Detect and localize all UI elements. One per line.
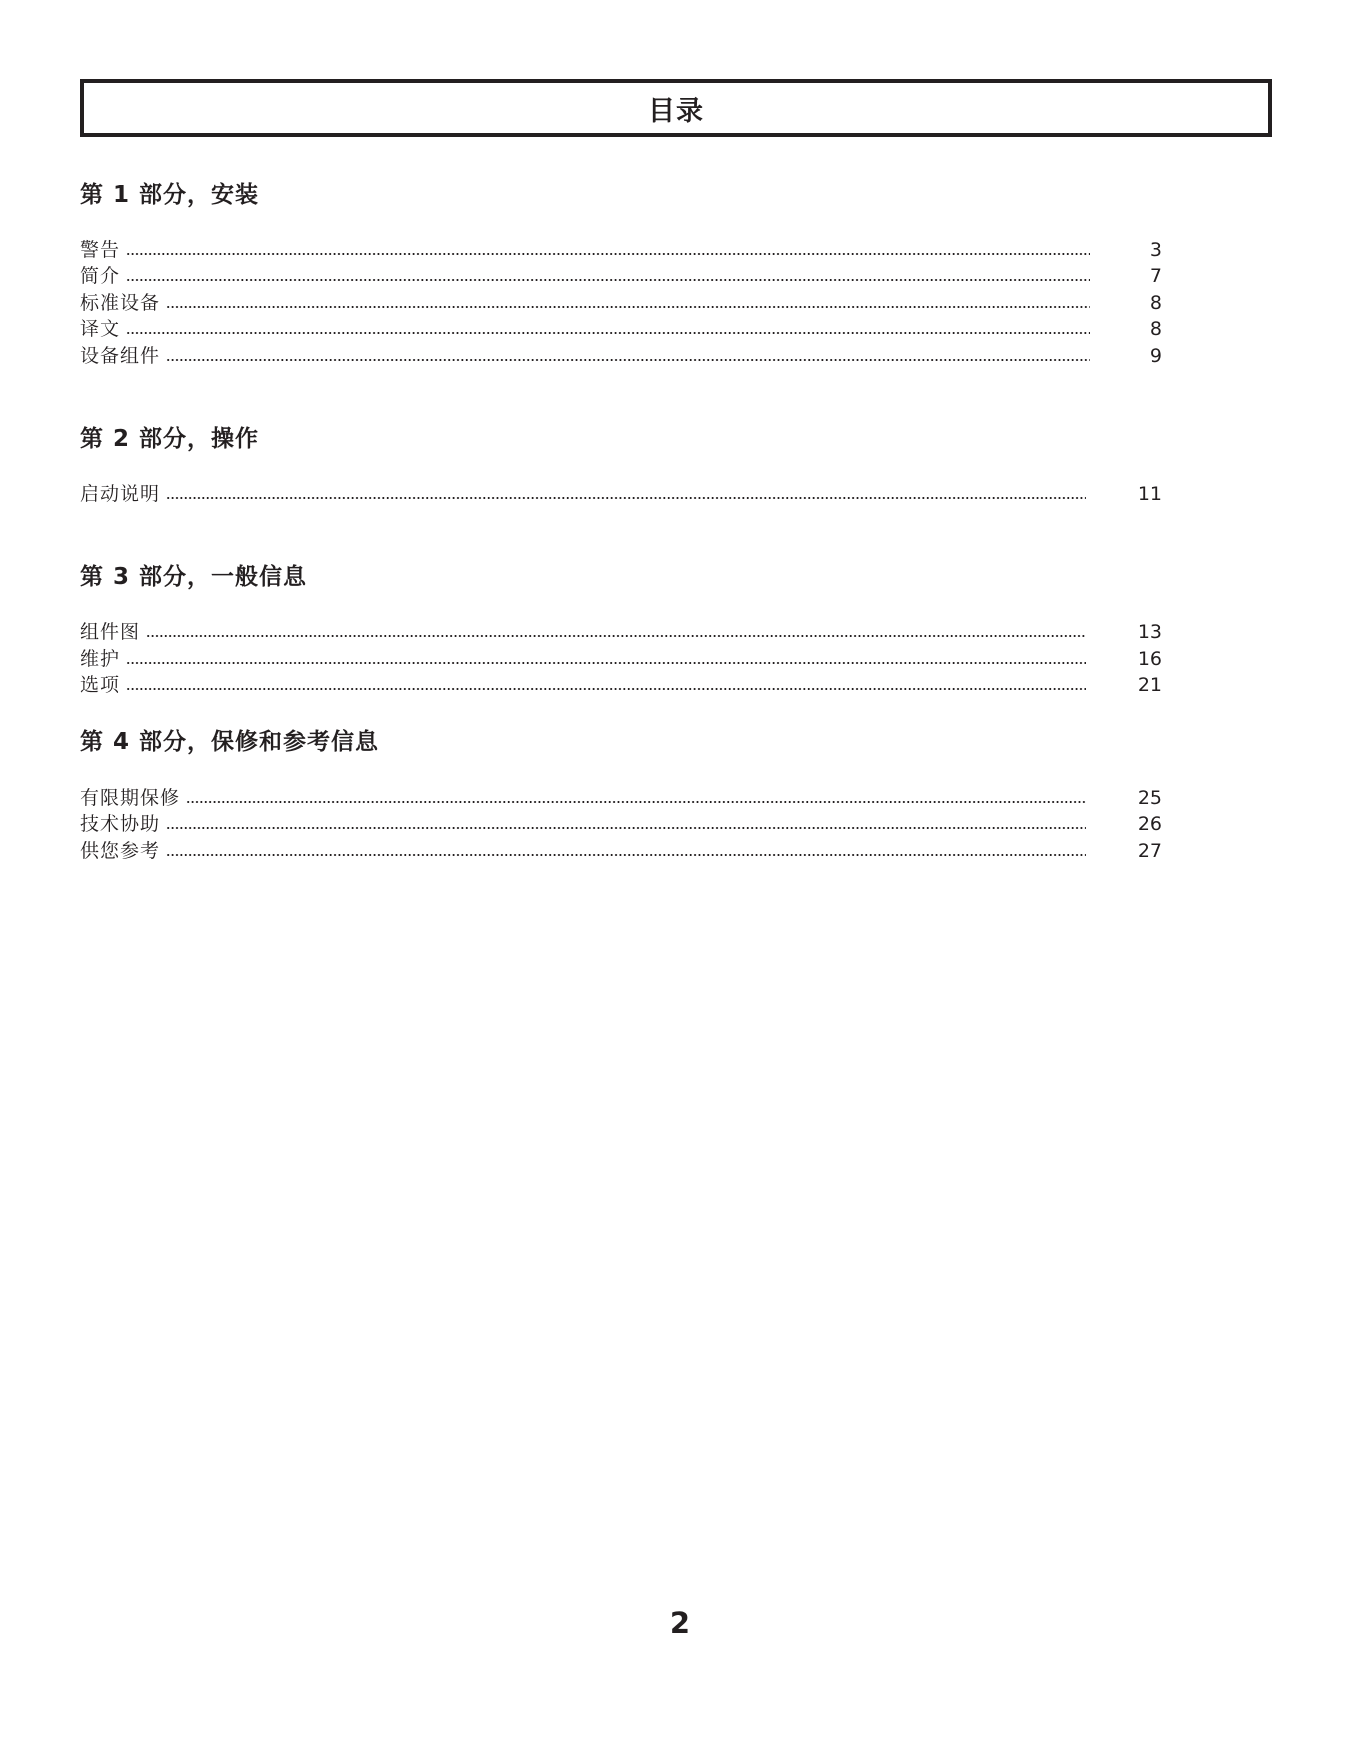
toc-entry-label: 设备组件 [80, 345, 161, 367]
toc-entry-technical-assistance[interactable] [80, 811, 1162, 837]
toc-entry-label: 警告 [80, 239, 121, 261]
dot-leader [166, 853, 1086, 857]
toc-entry-page: 25 [1137, 787, 1162, 809]
dot-leader [166, 496, 1086, 500]
dot-leader [166, 826, 1086, 830]
dot-leader [126, 278, 1090, 282]
dot-leader [126, 331, 1090, 335]
toc-entry-label: 组件图 [80, 621, 141, 643]
dot-leader [126, 687, 1086, 691]
page-number: 2 [669, 1606, 691, 1640]
dot-leader [146, 634, 1086, 638]
section-heading-operation: 第 2 部分，操作 [80, 426, 260, 452]
toc-entry-label: 标准设备 [80, 292, 161, 314]
toc-entry-introduction[interactable] [80, 263, 1162, 289]
toc-entry-label: 简介 [80, 265, 121, 287]
toc-entry-equipment-components[interactable] [80, 343, 1162, 369]
dot-leader [166, 305, 1090, 309]
toc-entry-startup-instructions[interactable] [80, 481, 1162, 507]
toc-entry-component-diagram[interactable] [80, 619, 1162, 645]
page-title: 目录 [648, 95, 704, 127]
toc-entry-page: 9 [1149, 345, 1162, 367]
toc-entry-label: 供您参考 [80, 840, 161, 862]
toc-entry-page: 7 [1149, 265, 1162, 287]
toc-entry-label: 启动说明 [80, 483, 161, 505]
toc-entry-page: 27 [1137, 840, 1162, 862]
section-heading-warranty-reference: 第 4 部分，保修和参考信息 [80, 729, 380, 755]
toc-entry-translation[interactable] [80, 316, 1162, 342]
toc-entry-page: 11 [1137, 483, 1162, 505]
toc-entry-label: 译文 [80, 318, 121, 340]
section-heading-general-info: 第 3 部分，一般信息 [80, 564, 308, 590]
toc-entry-page: 21 [1137, 674, 1162, 696]
toc-entry-label: 技术协助 [80, 813, 161, 835]
toc-entry-maintenance[interactable] [80, 646, 1162, 672]
dot-leader [166, 358, 1090, 362]
toc-entry-warnings[interactable] [80, 237, 1162, 263]
section-heading-installation: 第 1 部分，安装 [80, 182, 260, 208]
toc-entry-page: 8 [1149, 292, 1162, 314]
toc-entry-page: 8 [1149, 318, 1162, 340]
toc-entry-for-your-reference[interactable] [80, 838, 1162, 864]
toc-entry-label: 选项 [80, 674, 121, 696]
toc-entry-page: 16 [1137, 648, 1162, 670]
dot-leader [126, 252, 1090, 256]
toc-entry-label: 有限期保修 [80, 787, 181, 809]
toc-entry-page: 26 [1137, 813, 1162, 835]
dot-leader [186, 800, 1086, 804]
toc-entry-standard-equipment[interactable] [80, 290, 1162, 316]
toc-entry-page: 13 [1137, 621, 1162, 643]
toc-entry-limited-warranty[interactable] [80, 785, 1162, 811]
toc-entry-label: 维护 [80, 648, 121, 670]
dot-leader [126, 661, 1086, 665]
toc-entry-page: 3 [1149, 239, 1162, 261]
toc-title-box [80, 79, 1272, 137]
toc-entry-options[interactable] [80, 672, 1162, 698]
